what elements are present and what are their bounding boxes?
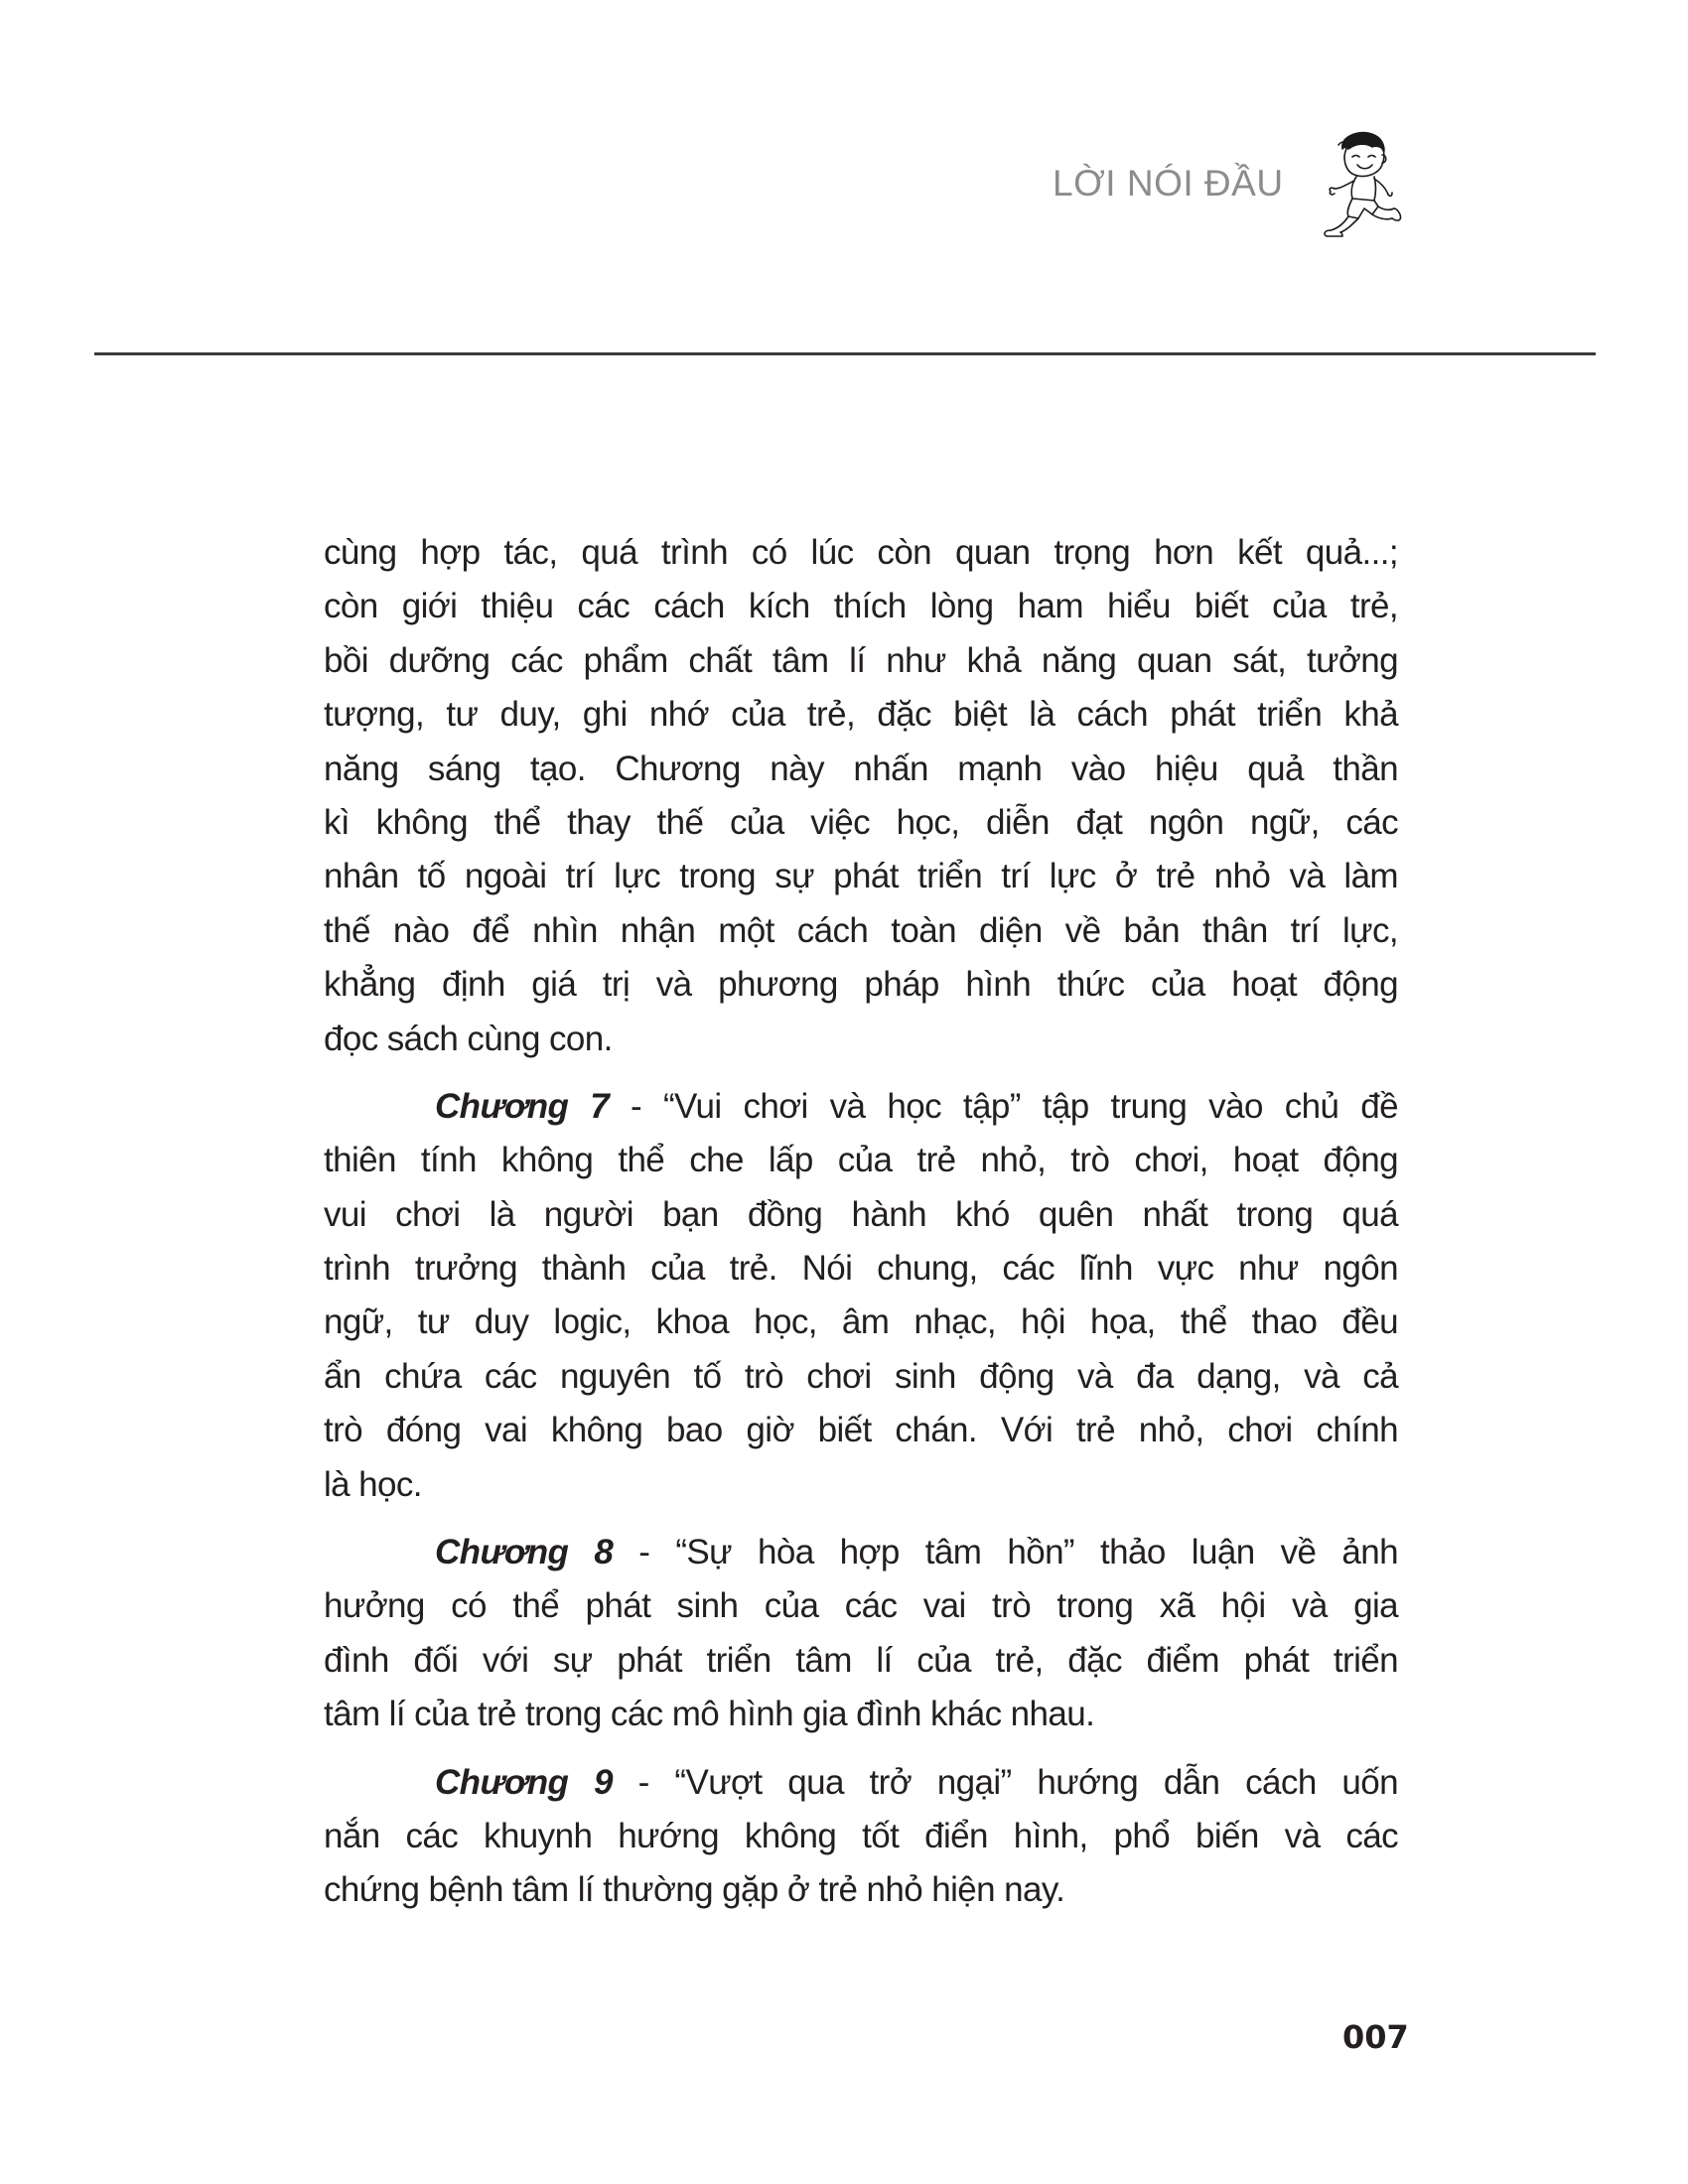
running-boy-icon xyxy=(1313,127,1404,246)
chapter-summary-start: - “Vui chơi và học tập” tập trung vào chủ đề xyxy=(609,1086,1399,1126)
chapter-summary-start: - “Vượt qua trở ngại” hướng dẫn cách uốn xyxy=(612,1762,1398,1802)
body-text xyxy=(324,526,1398,1932)
text-line: bồi dưỡng các phẩm chất tâm lí như khả năng quan sát, tưởng xyxy=(324,640,1398,680)
text-line: ẩn chứa các nguyên tố trò chơi sinh động và đa dạng, và cả xyxy=(324,1356,1398,1396)
chapter-label: Chương 8 xyxy=(435,1533,614,1572)
text-line: tâm lí của trẻ trong các mô hình gia đình khác nhau. xyxy=(324,1695,1095,1734)
text-line: đình đối với sự phát triển tâm lí của trẻ, đặc điểm phát triển xyxy=(324,1640,1398,1680)
chapter-summary-start: - “Sự hòa hợp tâm hồn” thảo luận về ảnh xyxy=(613,1533,1398,1572)
chapter-label: Chương 9 xyxy=(435,1762,613,1802)
text-line: chứng bệnh tâm lí thường gặp ở trẻ nhỏ hiện nay. xyxy=(324,1870,1065,1910)
text-line: thiên tính không thể che lấp của trẻ nhỏ, trò chơi, hoạt động xyxy=(324,1141,1398,1180)
text-line: nắn các khuynh hướng không tốt điển hình, phổ biến và các xyxy=(324,1816,1398,1855)
text-line: trình trưởng thành của trẻ. Nói chung, các lĩnh vực như ngôn xyxy=(324,1249,1398,1289)
text-line: còn giới thiệu các cách kích thích lòng ham hiểu biết của trẻ, xyxy=(324,587,1398,626)
paragraph-chapter-7 xyxy=(324,1080,1398,1512)
text-line: trò đóng vai không bao giờ biết chán. Với trẻ nhỏ, chơi chính xyxy=(324,1411,1398,1450)
text-line: thế nào để nhìn nhận một cách toàn diện về bản thân trí lực, xyxy=(324,910,1398,950)
chapter-label: Chương 7 xyxy=(435,1086,610,1126)
text-line: ngữ, tư duy logic, khoa học, âm nhạc, hội họa, thể thao đều xyxy=(324,1302,1398,1342)
text-line: kì không thể thay thế của việc học, diễn đạt ngôn ngữ, các xyxy=(324,802,1398,842)
text-line-first xyxy=(324,1526,1398,1579)
paragraph-chapter-8 xyxy=(324,1526,1398,1742)
text-line: vui chơi là người bạn đồng hành khó quên nhất trong quá xyxy=(324,1194,1398,1234)
paragraph-chapter-9 xyxy=(324,1756,1398,1918)
header-divider xyxy=(94,352,1596,355)
text-line: cùng hợp tác, quá trình có lúc còn quan trọng hơn kết quả...; xyxy=(324,533,1398,572)
text-line: hưởng có thể phát sinh của các vai trò trong xã hội và gia xyxy=(324,1586,1398,1626)
text-line: là học. xyxy=(324,1464,422,1504)
text-line: năng sáng tạo. Chương này nhấn mạnh vào hiệu quả thần xyxy=(324,749,1398,788)
text-line: đọc sách cùng con. xyxy=(324,1019,613,1058)
text-line: khẳng định giá trị và phương pháp hình thức của hoạt động xyxy=(324,965,1398,1005)
text-line: nhân tố ngoài trí lực trong sự phát triển trí lực ở trẻ nhỏ và làm xyxy=(324,857,1398,896)
text-line: tượng, tư duy, ghi nhớ của trẻ, đặc biệt là cách phát triển khả xyxy=(324,695,1398,735)
text-line-first xyxy=(324,1756,1398,1810)
page-number: 007 xyxy=(1342,2018,1409,2056)
running-header-title: LỜI NÓI ĐẦU xyxy=(1053,163,1284,204)
paragraph-intro-continuation xyxy=(324,526,1398,1066)
text-line-first xyxy=(324,1080,1398,1134)
